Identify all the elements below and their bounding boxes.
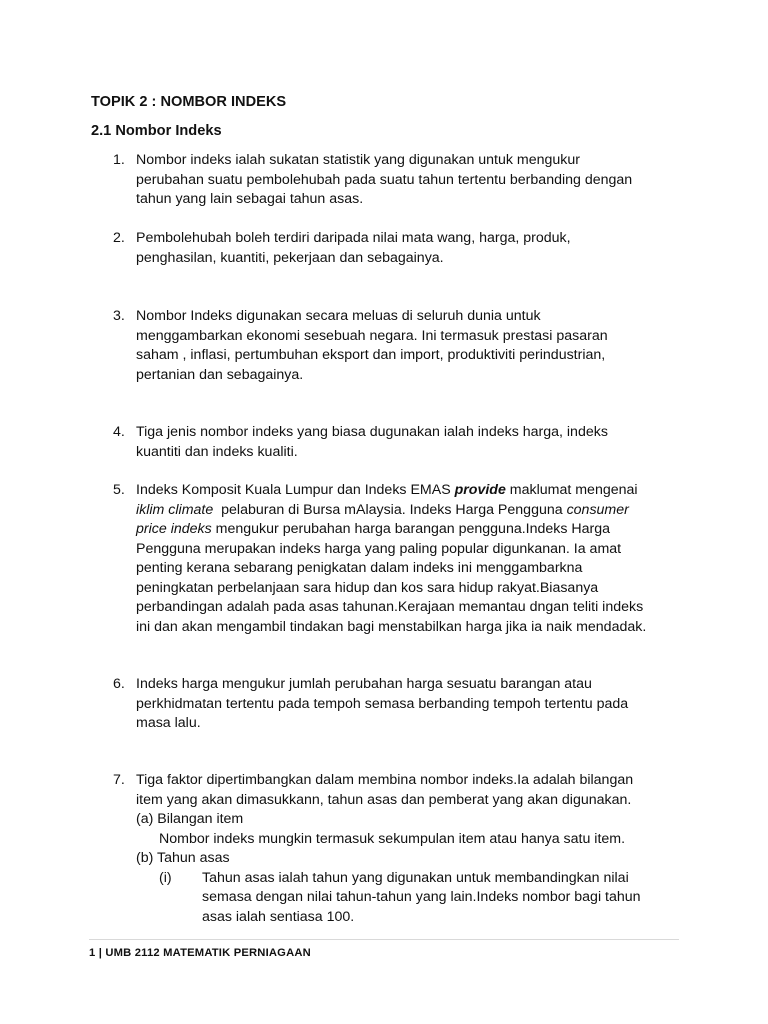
list-item	[113, 151, 693, 210]
paragraph-line: peningkatan perbelanjaan sara hidup dan kos sara hidup rakyat.Biasanya	[136, 579, 599, 596]
text-run: pelaburan di Bursa mAlaysia. Indeks Harga Pengguna	[213, 501, 567, 518]
paragraph-line: item yang akan dimasukkann, tahun asas dan pemberat yang akan digunakan.	[136, 791, 632, 808]
paragraph-line: ini dan akan mengambil tindakan bagi menstabilkan harga jika ia naik mendadak.	[136, 618, 647, 635]
emphasis-text: iklim climate	[136, 501, 214, 518]
list-item-number: 4.	[113, 424, 125, 440]
paragraph-line: perbandingan adalah pada asas tahunan.Kerajaan memantau dngan teliti indeks	[136, 599, 644, 615]
paragraph-line: Tahun asas ialah tahun yang digunakan untuk membandingkan nilai	[202, 869, 629, 886]
list-item	[113, 675, 693, 734]
text-run: mengukur perubahan harga barangan pengguna.Indeks Harga	[211, 521, 611, 537]
list-item	[113, 771, 693, 927]
paragraph-line: kuantiti dan indeks kualiti.	[136, 443, 298, 460]
sub-heading: (b) Tahun asas	[136, 850, 230, 866]
paragraph-line: Nombor Indeks digunakan secara meluas di seluruh dunia untuk	[136, 308, 541, 324]
list-item-number: 7.	[113, 772, 125, 788]
sub-heading: (a) Bilangan item	[136, 811, 244, 827]
footer-divider	[89, 939, 679, 940]
sub-paragraph: Nombor indeks mungkin termasuk sekumpulan item atau hanya satu item.	[159, 830, 626, 847]
paragraph-line: asas ialah sentiasa 100.	[202, 908, 355, 925]
paragraph-line: Indeks harga mengukur jumlah perubahan harga sesuatu barangan atau	[136, 676, 592, 692]
paragraph-line: pertanian dan sebagainya.	[136, 366, 304, 383]
paragraph-line: saham , inflasi, pertumbuhan eksport dan import, produktiviti perindustrian,	[136, 347, 606, 363]
paragraph-line: Pembolehubah boleh terdiri daripada nilai mata wang, harga, produk,	[136, 230, 571, 246]
list-item	[113, 423, 693, 462]
paragraph-line	[136, 520, 693, 540]
paragraph-line: menggambarkan ekonomi sesebuah negara. Ini termasuk prestasi pasaran	[136, 327, 608, 344]
paragraph-line: Tiga jenis nombor indeks yang biasa dugunakan ialah indeks harga, indeks	[136, 424, 608, 440]
list-item-number: 6.	[113, 676, 125, 692]
section-heading: 2.1 Nombor Indeks	[91, 123, 222, 139]
paragraph-line	[136, 481, 693, 501]
paragraph-line: perubahan suatu pembolehubah pada suatu tahun tertentu berbanding dengan	[136, 171, 633, 188]
list-item-number: 2.	[113, 230, 125, 246]
list-item-number: 5.	[113, 482, 125, 498]
emphasis-text: price indeks	[136, 521, 212, 537]
list-item	[113, 481, 693, 637]
paragraph-line: masa lalu.	[136, 715, 201, 731]
page-footer: 1 | UMB 2112 MATEMATIK PERNIAGAAN	[89, 947, 311, 959]
paragraph-line: Tiga faktor dipertimbangkan dalam membina nombor indeks.Ia adalah bilangan	[136, 772, 634, 788]
text-run: maklumat mengenai	[505, 482, 638, 498]
paragraph-line: Nombor indeks ialah sukatan statistik yang digunakan untuk mengukur	[136, 152, 581, 168]
list-item	[113, 307, 693, 385]
list-item-number: 1.	[113, 152, 125, 168]
list-item-number: 3.	[113, 308, 125, 324]
paragraph-line	[136, 501, 693, 521]
paragraph-line: penghasilan, kuantiti, pekerjaan dan sebagainya.	[136, 249, 444, 266]
paragraph-line: tahun yang lain sebagai tahun asas.	[136, 191, 364, 207]
paragraph-line: semasa dengan nilai tahun-tahun yang lain.Indeks nombor bagi tahun	[202, 889, 641, 905]
roman-numeral: (i)	[159, 869, 172, 886]
emphasis-text: provide	[454, 482, 506, 498]
roman-list-item	[136, 869, 693, 928]
text-run: Indeks Komposit Kuala Lumpur dan Indeks EMAS	[136, 482, 455, 498]
page-title: TOPIK 2 : NOMBOR INDEKS	[91, 94, 287, 110]
paragraph-line: Pengguna merupakan indeks harga yang paling popular digunkanan. Ia amat	[136, 540, 622, 557]
paragraph-line: penting kerana sebarang penigkatan dalam indeks ini menggambarkna	[136, 560, 583, 576]
list-item	[113, 229, 693, 268]
paragraph-line: perkhidmatan tertentu pada tempoh semasa berbanding tempoh tertentu pada	[136, 695, 629, 712]
emphasis-text: consumer	[566, 501, 629, 518]
